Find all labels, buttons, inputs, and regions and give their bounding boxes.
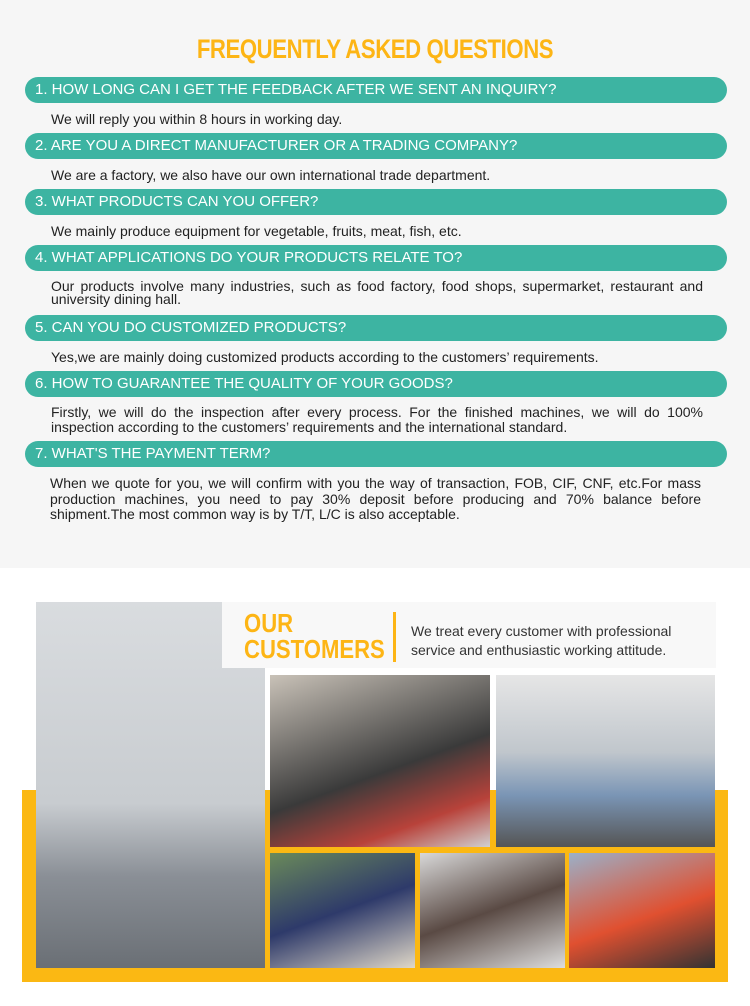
faq-question-7: 7. WHAT'S THE PAYMENT TERM? [25, 441, 727, 467]
customers-title [244, 610, 385, 662]
faq-answer-1: We will reply you within 8 hours in working day. [51, 111, 343, 127]
text-line-1: We treat every customer with professional [411, 623, 672, 639]
divider [393, 612, 396, 662]
title-line-1: OUR [244, 608, 294, 638]
faq-question-2: 2. ARE YOU A DIRECT MANUFACTURER OR A TRADING COMPANY? [25, 133, 727, 159]
visitors-photo [496, 675, 715, 847]
customers-text [411, 622, 671, 660]
faq-answer-3: We mainly produce equipment for vegetable, fruits, meat, fish, etc. [51, 223, 462, 239]
faq-answer-4: Our products involve many industries, such as food factory, food shops, supermarket, restaurant and university dining hall. [51, 278, 703, 307]
faq-answer-6: Firstly, we will do the inspection after every process. For the finished machines, we will do 100% inspection according to the customers’ requirements and the international standard. [51, 404, 703, 435]
faq-title: FREQUENTLY ASKED QUESTIONS [196, 34, 554, 64]
faq-answer-7: When we quote for you, we will confirm with you the way of transaction, FOB, CIF, CNF, etc.For mass production machines, you need to pay 30% deposit before producing and 70% balance before shipment.The most common way is by T/T, L/C is also acceptable. [50, 475, 701, 522]
office-photo [420, 853, 565, 968]
boat-photo [569, 853, 715, 968]
faq-answer-2: We are a factory, we also have our own international trade department. [51, 167, 491, 183]
faq-answer-5: Yes,we are mainly doing customized products according to the customers’ requirements. [51, 349, 599, 365]
exhibition-photo [270, 675, 490, 847]
faq-question-1: 1. HOW LONG CAN I GET THE FEEDBACK AFTER WE SENT AN INQUIRY? [25, 77, 727, 103]
customers-header [222, 602, 716, 668]
title-line-2: CUSTOMERS [244, 634, 385, 664]
text-line-2: service and enthusiastic working attitude. [411, 642, 667, 658]
faq-question-5: 5. CAN YOU DO CUSTOMIZED PRODUCTS? [25, 315, 727, 341]
faq-question-3: 3. WHAT PRODUCTS CAN YOU OFFER? [25, 189, 727, 215]
meeting-photo [270, 853, 415, 968]
faq-question-4: 4. WHAT APPLICATIONS DO YOUR PRODUCTS RELATE TO? [25, 245, 727, 271]
faq-question-6: 6. HOW TO GUARANTEE THE QUALITY OF YOUR GOODS? [25, 371, 727, 397]
